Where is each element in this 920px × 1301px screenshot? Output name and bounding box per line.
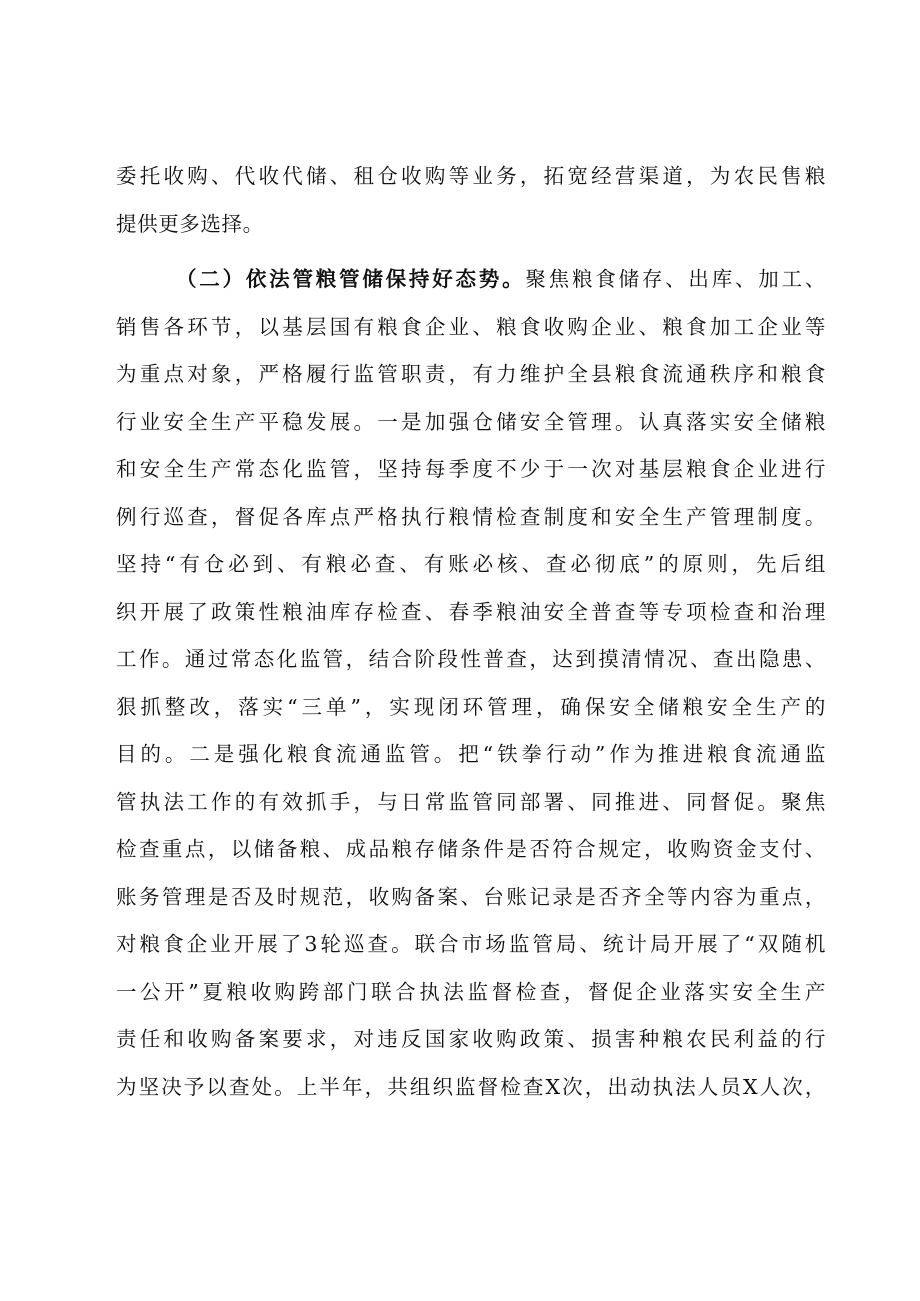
text-line: 行业安全生产平稳发展。一是加强仓储安全管理。认真落实安全储粮 (116, 409, 826, 434)
text-line: 委托收购、代收代储、租仓收购等业务，拓宽经营渠道，为农民售粮 (116, 164, 826, 188)
text-line: 目的。二是强化粮食流通监管。把“铁拳行动”作为推进粮食流通监 (116, 742, 826, 766)
section-heading: （二）依法管粮管储保持好态势。 (176, 267, 526, 291)
text-line: 账务管理是否及时规范，收购备案、台账记录是否齐全等内容为重点， (116, 884, 826, 909)
text-line: 为坚决予以查处。上半年，共组织监督检查X次，出动执法人员X人次， (116, 1074, 826, 1099)
paragraph-2 (116, 256, 826, 1111)
text-line: 检查重点，以储备粮、成品粮存储条件是否符合规定，收购资金支付、 (116, 837, 826, 861)
text-line: 提供更多选择。 (116, 211, 264, 236)
text-run: 聚焦粮食储存、出库、加工、 (525, 267, 826, 291)
paragraph-1 (116, 153, 826, 248)
text-line: 坚持“有仓必到、有粮必查、有账必核、查必彻底”的原则，先后组 (116, 552, 826, 576)
text-line: 管执法工作的有效抓手，与日常监管同部署、同推进、同督促。聚焦 (116, 789, 826, 814)
text-line: 工作。通过常态化监管，结合阶段性普查，达到摸清情况、查出隐患、 (116, 647, 826, 671)
text-line: 和安全生产常态化监管，坚持每季度不少于一次对基层粮食企业进行 (116, 457, 826, 481)
text-line: 狠抓整改，落实“三单”，实现闭环管理，确保安全储粮安全生产的 (116, 694, 826, 719)
text-line: 责任和收购备案要求，对违反国家收购政策、损害种粮农民利益的行 (116, 1027, 826, 1051)
text-line: 销售各环节，以基层国有粮食企业、粮食收购企业、粮食加工企业等 (116, 314, 826, 339)
text-line: 织开展了政策性粮油库存检查、春季粮油安全普查等专项检查和治理 (116, 599, 826, 624)
text-line: 为重点对象，严格履行监管职责，有力维护全县粮食流通秩序和粮食 (116, 362, 826, 386)
text-line: 一公开”夏粮收购跨部门联合执法监督检查，督促企业落实安全生产 (116, 979, 826, 1004)
paragraph-first-line (116, 256, 826, 304)
text-line: 对粮食企业开展了3轮巡查。联合市场监管局、统计局开展了“双随机 (116, 932, 826, 956)
text-line: 例行巡查，督促各库点严格执行粮情检查制度和安全生产管理制度。 (116, 504, 826, 529)
